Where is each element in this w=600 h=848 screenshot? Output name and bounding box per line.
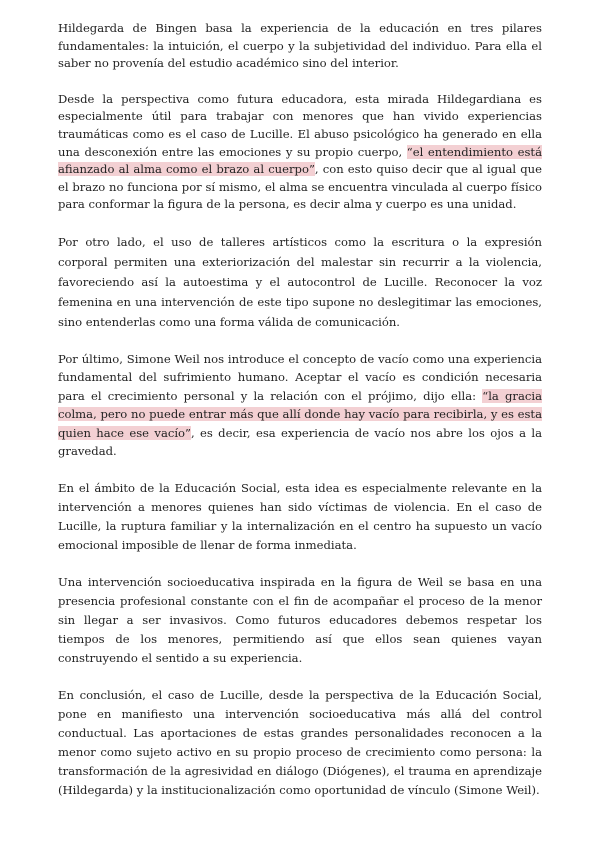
paragraph-social-education — [58, 479, 542, 555]
paragraph-conclusion — [58, 686, 542, 800]
paragraph-simone-weil — [58, 350, 542, 461]
paragraph-text: Desde la perspectiva como futura educadora, esta mirada Hildegardiana es especialmente útil para trabajar con menores que han vivido experiencias traumáticas como es el caso de Lucille. El abuso psicológico ha generado en ella una desconexión entre las emociones y su propio cuerpo, — [58, 91, 542, 159]
paragraph-text: , es decir, esa experiencia de vacío nos abre los ojos a la gravedad. — [58, 425, 542, 459]
paragraph-text: Hildegarda de Bingen basa la experiencia de la educación en tres pilares fundamentales: la intuición, el cuerpo y la subjetividad del individuo. Para ella el saber no provenía del estudio académico sino del interior. — [58, 21, 542, 71]
paragraph-art-workshops — [58, 232, 542, 332]
paragraph-text: , con esto quiso decir que al igual que el brazo no funciona por sí mismo, el alma se encuentra vinculada al cuerpo físico para conformar la figura de la persona, es decir alma y cuerpo es una unidad. — [58, 162, 542, 212]
highlighted-quote: “la gracia colma, pero no puede entrar más que allí donde hay vacío para recibirla, y es esta quien hace ese vacío” — [58, 388, 542, 440]
paragraph-text: En el ámbito de la Educación Social, esta idea es especialmente relevante en la intervención a menores quienes han sido víctimas de violencia. En el caso de Lucille, la ruptura familiar y la internalización en el centro ha supuesto un vacío emocional imposible de llenar de forma inmediata. — [58, 480, 542, 552]
paragraph-text: Una intervención socioeducativa inspirada en la figura de Weil se basa en una presencia profesional constante con el fin de acompañar el proceso de la menor sin llegar a ser invasivos. Como futuros educadores debemos respetar los tiempos de los menores, permitiendo así que ellos sean quienes vayan construyendo el sentido a su experiencia. — [58, 574, 542, 665]
paragraph-text: En conclusión, el caso de Lucille, desde la perspectiva de la Educación Social, pone en manifiesto una intervención socioeducativa más allá del control conductual. Las aportaciones de estas grandes personalidades reconocen a la menor como sujeto activo en su propio proceso de crecimiento como persona: la transformación de la agresividad en diálogo (Diógenes), el trauma en aprendizaje (Hildegarda) y la institucionalización como oportunidad de vínculo (Simone Weil). — [58, 687, 542, 797]
document-page — [58, 20, 542, 800]
paragraph-weil-intervention — [58, 573, 542, 668]
paragraph-hildegarda-perspective — [58, 91, 542, 214]
paragraph-text: Por último, Simone Weil nos introduce el concepto de vacío como una experiencia fundamental del sufrimiento humano. Aceptar el vacío es condición necesaria para el crecimiento personal y la relación con el prójimo, dijo ella: — [58, 351, 542, 403]
paragraph-text: Por otro lado, el uso de talleres artísticos como la escritura o la expresión corporal permiten una exteriorización del malestar sin recurrir a la violencia, favoreciendo así la autoestima y el autocontrol de Lucille. Reconocer la voz femenina en una intervención de este tipo supone no deslegitimar las emociones, sino entenderlas como una forma válida de comunicación. — [58, 234, 542, 329]
paragraph-hildegarda-intro — [58, 20, 542, 73]
highlighted-quote: “el entendimiento está afianzado al alma como el brazo al cuerpo” — [58, 144, 542, 177]
